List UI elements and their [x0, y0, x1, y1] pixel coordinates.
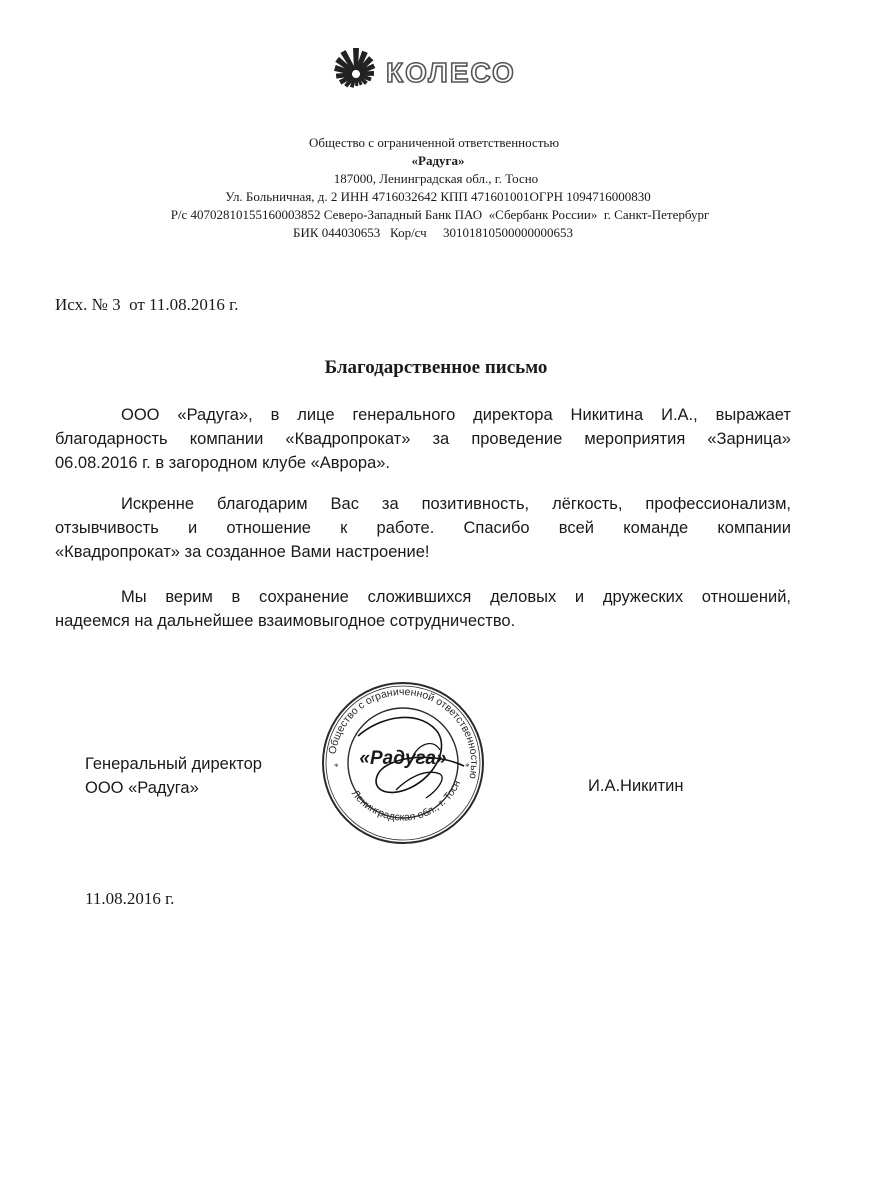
svg-text:*: *	[334, 762, 339, 772]
company-logo	[328, 44, 548, 100]
paragraph-line: Мы верим в сохранение сложившихся деловых и дружеских отношений,	[121, 588, 791, 606]
paragraph-line: отзывчивость и отношение к работе. Спасибо всей команде компании	[55, 519, 791, 537]
company-address: 187000, Ленинградская обл., г. Тосно	[333, 171, 539, 186]
paragraph-line: благодарность компании «Квадропрокат» за проведение мероприятия «Зарница»	[55, 430, 791, 448]
paragraph-2	[55, 492, 791, 564]
logo-text: КОЛЕСО	[386, 57, 516, 88]
company-stamp	[318, 678, 488, 848]
paragraph-line: 06.08.2016 г. в загородном клубе «Аврора».	[55, 454, 391, 472]
letter-date: 11.08.2016 г.	[85, 889, 175, 908]
company-form: Общество с ограниченной ответственностью	[308, 135, 560, 150]
paragraph-line: ООО «Радуга», в лице генерального директора Никитина И.А., выражает	[121, 406, 791, 424]
stamp-bottom-text: Ленинградская обл., г. Тосн	[349, 778, 464, 824]
signatory-name: И.А.Никитин	[588, 777, 684, 795]
paragraph-1	[55, 403, 791, 475]
signatory-position: Генеральный директор	[85, 755, 262, 773]
stamp-center-text: «Радуга»	[359, 748, 447, 769]
company-name: «Радуга»	[411, 153, 465, 168]
letter-title: Благодарственное письмо	[324, 357, 548, 378]
company-bik: БИК 044030653 Кор/сч 30101810500000000653	[293, 225, 573, 240]
paragraph-line: «Квадропрокат» за созданное Вами настроение!	[55, 543, 430, 561]
sunburst-icon	[328, 44, 548, 100]
company-bank-account: Р/с 40702810155160003852 Северо-Западный Банк ПАО «Сбербанк России» г. Санкт-Петербург	[170, 207, 710, 222]
company-registration: Ул. Больничная, д. 2 ИНН 4716032642 КПП 471601001ОГРН 1094716000830	[225, 189, 651, 204]
stamp-icon	[318, 678, 488, 848]
outgoing-number: Исх. № 3 от 11.08.2016 г.	[55, 295, 239, 314]
paragraph-line: надеемся на дальнейшее взаимовыгодное сотрудничество.	[55, 612, 516, 630]
signatory-role	[85, 752, 262, 800]
paragraph-line: Искренне благодарим Вас за позитивность, лёгкость, профессионализм,	[121, 495, 791, 513]
stamp-outer-text: Общество с ограниченной ответственностью	[326, 685, 481, 780]
paragraph-3	[55, 585, 791, 633]
signatory-company: ООО «Радуга»	[85, 779, 199, 797]
letterhead	[0, 134, 872, 242]
svg-text:*: *	[465, 762, 470, 772]
